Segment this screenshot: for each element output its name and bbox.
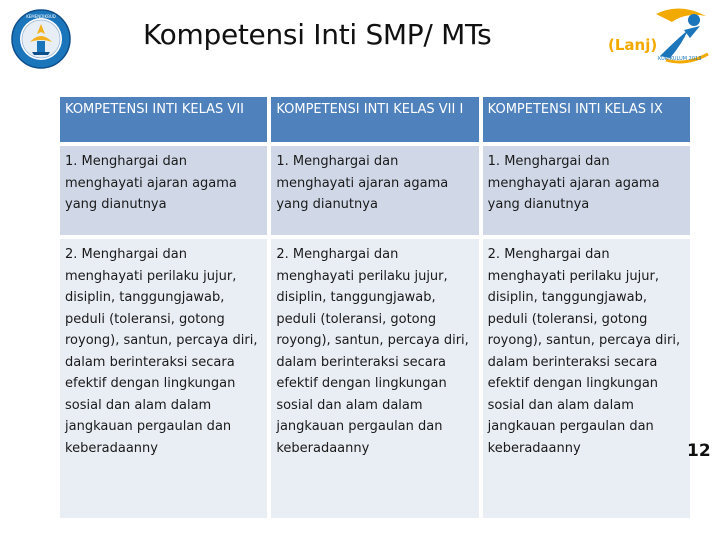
svg-text:KEMENDIKBUD: KEMENDIKBUD — [26, 14, 56, 19]
page-number: 12 — [687, 441, 711, 461]
cell-ki1-kelas-ix: 1. Menghargai dan menghayati ajaran agama yang dianutnya — [483, 146, 690, 235]
continued-label: (Lanj) — [608, 36, 658, 54]
cell-ki2-kelas-viii: 2. Menghargai dan menghayati perilaku jujur, disiplin, tanggungjawab, peduli (toleransi, gotong royong), santun, percaya diri, dalam berinteraksi secara efektif dengan lingkungan sosial dan alam dalam jangkauan pergaulan dan keberadaanny — [271, 239, 478, 518]
cell-ki2-kelas-vii: 2. Menghargai dan menghayati perilaku jujur, disiplin, tanggungjawab, peduli (toleransi, gotong royong), santun, percaya diri, dalam berinteraksi secara efektif dengan lingkungan sosial dan alam dalam jangkauan pergaulan dan keberadaanny — [60, 239, 267, 518]
page-title: Kompetensi Inti SMP/ MTs — [143, 18, 492, 51]
header-kelas-viii: KOMPETENSI INTI KELAS VII I — [271, 97, 478, 142]
header-kelas-ix: KOMPETENSI INTI KELAS IX — [483, 97, 690, 142]
table-header-row — [60, 97, 690, 142]
tut-wuri-handayani-logo — [10, 8, 72, 70]
kurikulum-logo-text: KURIKULUM 2013 — [658, 56, 702, 62]
cell-ki1-kelas-viii: 1. Menghargai dan menghayati ajaran agama yang dianutnya — [271, 146, 478, 235]
header-kelas-vii: KOMPETENSI INTI KELAS VII — [60, 97, 267, 142]
table-row — [60, 146, 690, 235]
table-row — [60, 239, 690, 518]
kurikulum-2013-logo — [646, 6, 714, 70]
kompetensi-inti-table — [56, 93, 694, 522]
cell-ki2-kelas-ix: 2. Menghargai dan menghayati perilaku jujur, disiplin, tanggungjawab, peduli (toleransi, gotong royong), santun, percaya diri, dalam berinteraksi secara efektif dengan lingkungan sosial dan alam dalam jangkauan pergaulan dan keberadaanny — [483, 239, 690, 518]
cell-ki1-kelas-vii: 1. Menghargai dan menghayati ajaran agama yang dianutnya — [60, 146, 267, 235]
